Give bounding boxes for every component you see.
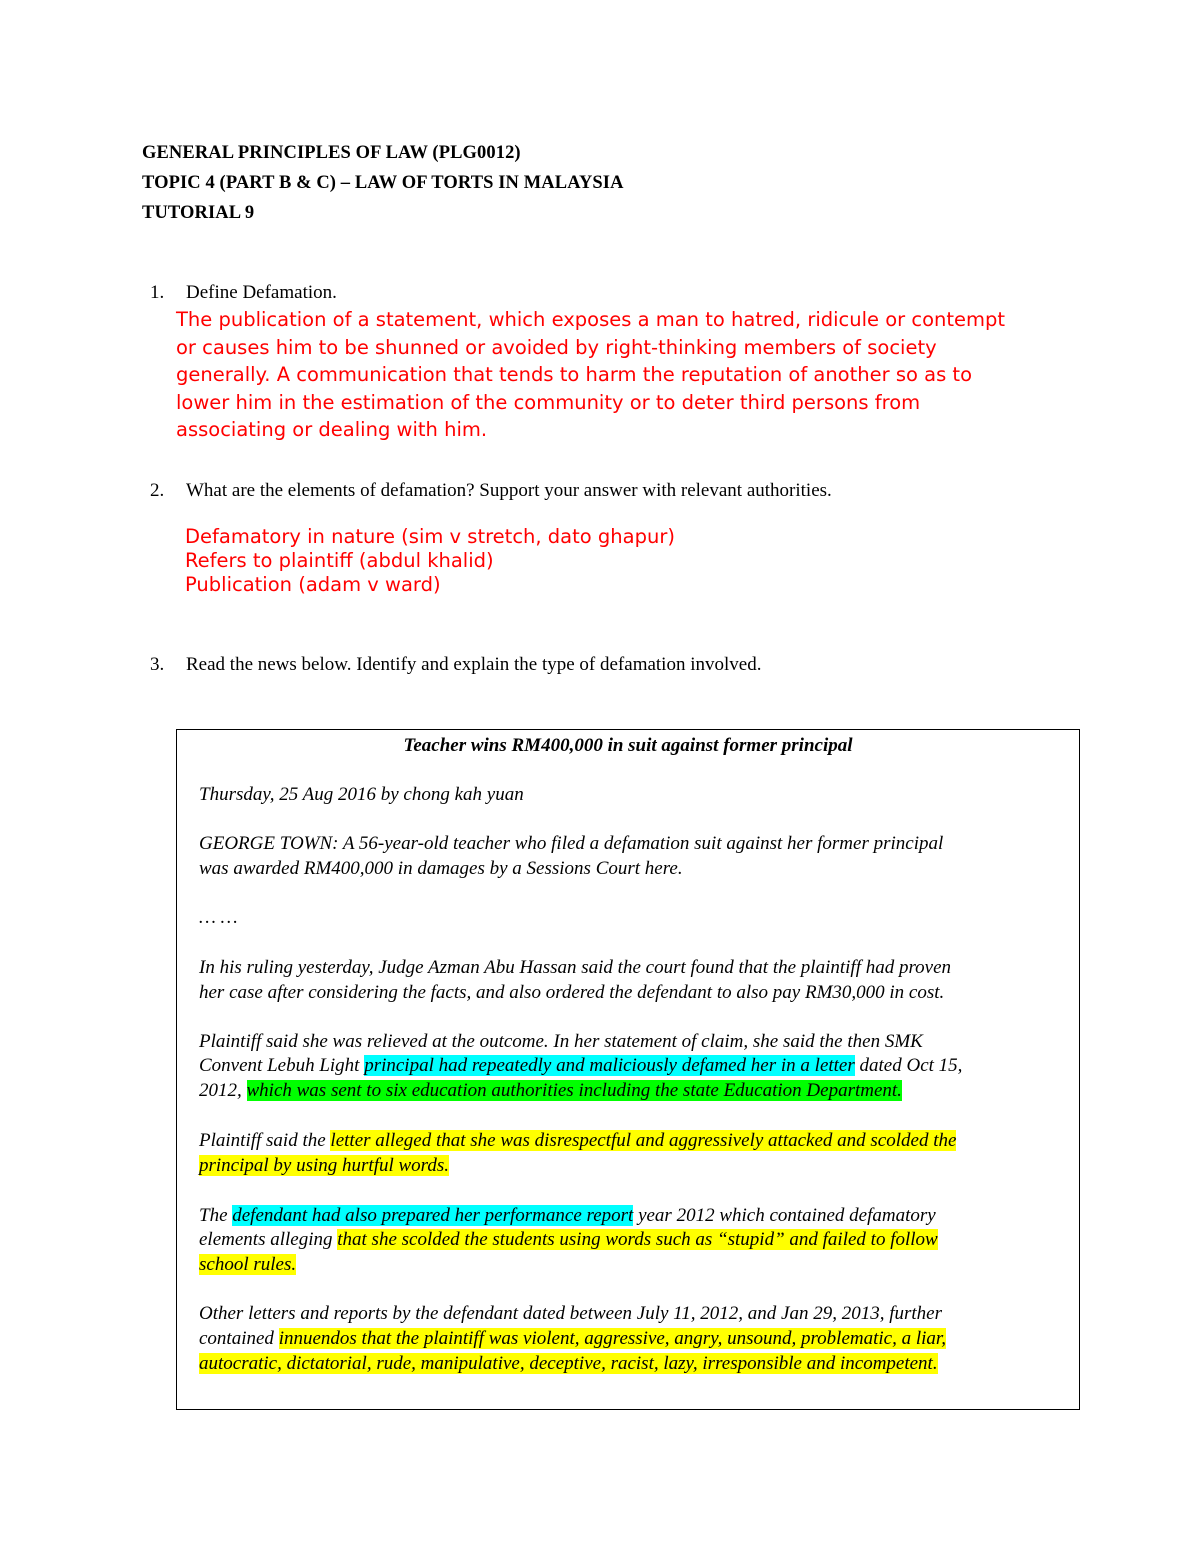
question-3-text: Read the news below. Identify and explain the type of defamation involved.	[186, 654, 762, 675]
news-text: Plaintiff said the	[199, 1130, 331, 1151]
news-paragraph-line	[199, 1155, 449, 1177]
highlight-green: which was sent to six education authorities including the state Education Department.	[246, 1080, 902, 1101]
highlight-yellow: letter alleged that she was disrespectful and aggressively attacked and scolded the	[330, 1130, 957, 1151]
news-text: Convent Lebuh Light	[199, 1055, 365, 1076]
news-paragraph-line: was awarded RM400,000 in damages by a Sessions Court here.	[199, 858, 683, 879]
news-paragraph-line	[199, 1254, 296, 1276]
news-paragraph-line	[199, 1328, 946, 1350]
question-1-text: Define Defamation.	[186, 282, 337, 303]
news-paragraph-line: Other letters and reports by the defendant dated between July 11, 2012, and Jan 29, 2013, further	[199, 1303, 942, 1324]
news-byline: Thursday, 25 Aug 2016 by chong kah yuan	[199, 784, 524, 805]
question-1-answer-line: The publication of a statement, which exposes a man to hatred, ridicule or contempt	[176, 308, 1006, 331]
news-ellipsis: … …	[199, 907, 238, 928]
news-paragraph-line	[199, 1130, 956, 1152]
news-text: dated Oct 15,	[854, 1055, 963, 1076]
question-1-answer-line: or causes him to be shunned or avoided by right-thinking members of society	[176, 336, 937, 359]
news-paragraph-line	[199, 1080, 902, 1102]
news-text: elements alleging	[199, 1229, 338, 1250]
highlight-cyan: principal had repeatedly and maliciously defamed her in a letter	[364, 1055, 855, 1076]
highlight-yellow: school rules.	[199, 1254, 297, 1275]
news-title: Teacher wins RM400,000 in suit against former principal	[403, 735, 853, 756]
question-2-text: What are the elements of defamation? Support your answer with relevant authorities.	[186, 480, 832, 501]
highlight-yellow: autocratic, dictatorial, rude, manipulative, deceptive, racist, lazy, irresponsible and incompetent.	[199, 1353, 938, 1374]
news-text: 2012,	[199, 1080, 247, 1101]
news-text: year 2012 which contained defamatory	[633, 1205, 936, 1226]
news-paragraph-line	[199, 1229, 938, 1251]
topic-title: TOPIC 4 (PART B & C) – LAW OF TORTS IN MALAYSIA	[142, 173, 624, 193]
highlight-cyan: defendant had also prepared her performance report	[232, 1205, 634, 1226]
question-2-number: 2.	[150, 480, 165, 501]
question-2-answer-line: Defamatory in nature (sim v stretch, dato ghapur)	[185, 525, 675, 548]
question-1-answer-line: lower him in the estimation of the community or to deter third persons from	[176, 391, 921, 414]
news-paragraph-line: GEORGE TOWN: A 56-year-old teacher who filed a defamation suit against her former principal	[199, 833, 944, 854]
highlight-yellow: principal by using hurtful words.	[199, 1155, 450, 1176]
course-title: GENERAL PRINCIPLES OF LAW (PLG0012)	[142, 143, 521, 163]
news-paragraph-line	[199, 1353, 938, 1375]
question-1-answer-line: generally. A communication that tends to harm the reputation of another so as to	[176, 363, 973, 386]
highlight-yellow: that she scolded the students using words such as “stupid” and failed to follow	[337, 1229, 938, 1250]
news-paragraph-line	[199, 1205, 936, 1227]
question-2-answer-line: Publication (adam v ward)	[185, 573, 441, 596]
question-2-answer-line: Refers to plaintiff (abdul khalid)	[185, 549, 494, 572]
news-paragraph-line	[199, 1055, 962, 1077]
news-paragraph-line: her case after considering the facts, and also ordered the defendant to also pay RM30,000 in cost.	[199, 982, 945, 1003]
question-1-answer-line: associating or dealing with him.	[176, 418, 488, 441]
question-1-number: 1.	[150, 282, 165, 303]
question-3-number: 3.	[150, 654, 165, 675]
tutorial-title: TUTORIAL 9	[142, 203, 255, 223]
news-text: contained	[199, 1328, 279, 1349]
news-text: The	[199, 1205, 233, 1226]
news-paragraph-line: In his ruling yesterday, Judge Azman Abu Hassan said the court found that the plaintiff had proven	[199, 957, 952, 978]
highlight-yellow: innuendos that the plaintiff was violent, aggressive, angry, unsound, problematic, a liar,	[278, 1328, 946, 1349]
news-paragraph-line: Plaintiff said she was relieved at the outcome. In her statement of claim, she said the then SMK	[199, 1031, 923, 1052]
